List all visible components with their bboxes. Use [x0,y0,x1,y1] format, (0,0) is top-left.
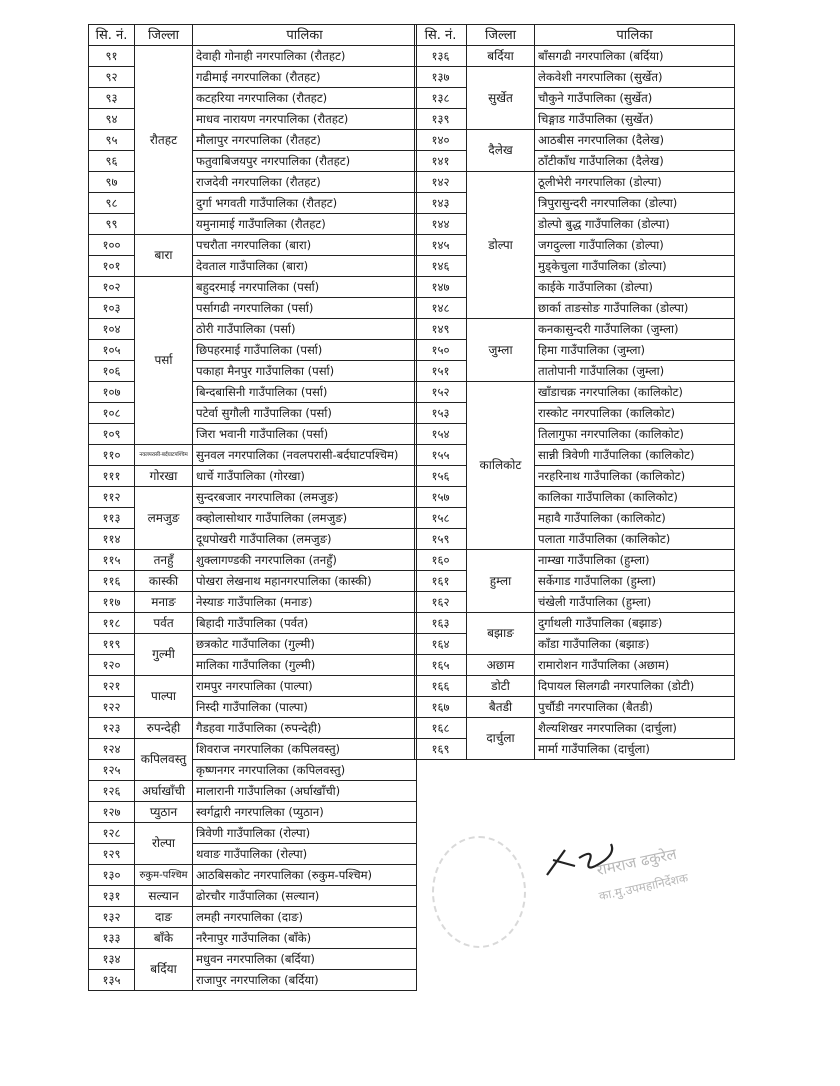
palika-cell: यमुनामाई गाउँपालिका (रौतहट) [193,214,417,235]
serial-number: १३५ [89,970,135,991]
header-palika: पालिका [535,25,735,46]
header-district: जिल्ला [135,25,193,46]
serial-number: १६१ [415,571,467,592]
district-cell: तनहुँ [135,550,193,571]
serial-number: १०६ [89,361,135,382]
palika-cell: बिहादी गाउँपालिका (पर्वत) [193,613,417,634]
palika-cell: महावै गाउँपालिका (कालिकोट) [535,508,735,529]
palika-cell: धार्चे गाउँपालिका (गोरखा) [193,466,417,487]
table-row [89,886,417,907]
district-cell: नवलपरासी-बर्दघाटपश्चिम [135,445,193,466]
serial-number: १५६ [415,466,467,487]
palika-cell: मधुवन नगरपालिका (बर्दिया) [193,949,417,970]
palika-cell: दिपायल सिलगढी नगरपालिका (डोटी) [535,676,735,697]
table-row [415,382,735,403]
serial-number: १३० [89,865,135,886]
table-row [415,340,735,361]
table-row [415,172,735,193]
serial-number: १०७ [89,382,135,403]
palika-cell: नरैनापुर गाउँपालिका (बाँके) [193,928,417,949]
serial-number: १६४ [415,634,467,655]
district-cell: रुपन्देही [135,718,193,739]
palika-cell: थवाङ गाउँपालिका (रोल्पा) [193,844,417,865]
district-cell: कालिकोट [467,382,535,550]
palika-cell: जगदुल्ला गाउँपालिका (डोल्पा) [535,235,735,256]
table-row [415,424,735,445]
table-row [415,319,735,340]
table-row [89,865,417,886]
district-cell: रौतहट [135,46,193,235]
serial-number: १५० [415,340,467,361]
palika-cell: छार्का ताङसोङ गाउँपालिका (डोल्पा) [535,298,735,319]
serial-number: १४० [415,130,467,151]
serial-number: १०१ [89,256,135,277]
serial-number: १६० [415,550,467,571]
table-row [415,214,735,235]
right-table [414,24,735,760]
table-row [89,487,417,508]
palika-cell: त्रिपुरासुन्दरी नगरपालिका (डोल्पा) [535,193,735,214]
district-cell: जुम्ला [467,319,535,382]
table-row [89,46,417,67]
table-row [89,550,417,571]
serial-number: ११० [89,445,135,466]
table-row [415,46,735,67]
left-table [88,24,417,991]
palika-cell: कृष्णनगर नगरपालिका (कपिलवस्तु) [193,760,417,781]
serial-number: १४४ [415,214,467,235]
serial-number: ९७ [89,172,135,193]
serial-number: ९३ [89,88,135,109]
district-cell: डोटी [467,676,535,697]
palika-cell: ठाँटीकाँध गाउँपालिका (दैलेख) [535,151,735,172]
serial-number: १०३ [89,298,135,319]
palika-cell: लेकवेशी नगरपालिका (सुर्खेत) [535,67,735,88]
serial-number: ११६ [89,571,135,592]
district-cell: गुल्मी [135,634,193,676]
table-row [89,802,417,823]
official-seal [432,836,526,948]
palika-cell: रामपुर नगरपालिका (पाल्पा) [193,676,417,697]
palika-cell: पर्सागढी नगरपालिका (पर्सा) [193,298,417,319]
serial-number: ९४ [89,109,135,130]
serial-number: १५८ [415,508,467,529]
district-cell: बर्दिया [135,949,193,991]
district-cell: बाँके [135,928,193,949]
serial-number: १२० [89,655,135,676]
table-row [415,235,735,256]
palika-cell: सुन्दरबजार नगरपालिका (लमजुङ) [193,487,417,508]
stamp-title: का.मु.उपमहानिर्देशक [597,870,690,904]
district-cell: गोरखा [135,466,193,487]
palika-cell: सान्नी त्रिवेणी गाउँपालिका (कालिकोट) [535,445,735,466]
serial-number: १३४ [89,949,135,970]
table-row [89,277,417,298]
palika-cell: कटहरिया नगरपालिका (रौतहट) [193,88,417,109]
serial-number: १५३ [415,403,467,424]
table-row [89,445,417,466]
table-row [415,655,735,676]
palika-cell: नेस्याङ गाउँपालिका (मनाङ) [193,592,417,613]
table-row [415,697,735,718]
palika-cell: आठबीस नगरपालिका (दैलेख) [535,130,735,151]
serial-number: १४१ [415,151,467,172]
palika-cell: स्वर्गद्वारी नगरपालिका (प्युठान) [193,802,417,823]
palika-cell: क्व्होलासोथार गाउँपालिका (लमजुङ) [193,508,417,529]
palika-cell: लमही नगरपालिका (दाङ) [193,907,417,928]
table-row [89,718,417,739]
table-row [415,550,735,571]
table-row [415,277,735,298]
serial-number: १५२ [415,382,467,403]
stamp-name: रामराज ढकुरेल [595,844,679,880]
serial-number: १५४ [415,424,467,445]
serial-number: १३८ [415,88,467,109]
table-row [415,676,735,697]
palika-cell: पुर्चौडी नगरपालिका (बैतडी) [535,697,735,718]
palika-cell: हिमा गाउँपालिका (जुम्ला) [535,340,735,361]
table-row [89,928,417,949]
serial-number: ११८ [89,613,135,634]
table-row [89,781,417,802]
palika-cell: छिपहरमाई गाउँपालिका (पर्सा) [193,340,417,361]
palika-cell: शिवराज नगरपालिका (कपिलवस्तु) [193,739,417,760]
serial-number: १११ [89,466,135,487]
table-row [89,592,417,613]
serial-number: १६९ [415,739,467,760]
serial-number: १५९ [415,529,467,550]
serial-number: १२९ [89,844,135,865]
serial-number: ९१ [89,46,135,67]
palika-cell: निस्दी गाउँपालिका (पाल्पा) [193,697,417,718]
table-row [89,571,417,592]
serial-number: १२५ [89,760,135,781]
district-cell: अछाम [467,655,535,676]
palika-cell: आठबिसकोट नगरपालिका (रुकुम-पश्चिम) [193,865,417,886]
serial-number: ११९ [89,634,135,655]
palika-cell: तिलागुफा नगरपालिका (कालिकोट) [535,424,735,445]
palika-cell: राजदेवी नगरपालिका (रौतहट) [193,172,417,193]
header-sn: सि. नं. [89,25,135,46]
district-cell: पर्वत [135,613,193,634]
table-row [415,298,735,319]
table-row [415,130,735,151]
serial-number: १६५ [415,655,467,676]
palika-cell: देवाही गोनाही नगरपालिका (रौतहट) [193,46,417,67]
serial-number: १४७ [415,277,467,298]
palika-cell: काईके गाउँपालिका (डोल्पा) [535,277,735,298]
serial-number: १४६ [415,256,467,277]
serial-number: १२८ [89,823,135,844]
serial-number: ११४ [89,529,135,550]
table-row [89,634,417,655]
palika-cell: चौकुने गाउँपालिका (सुर्खेत) [535,88,735,109]
palika-cell: बिन्दबासिनी गाउँपालिका (पर्सा) [193,382,417,403]
serial-number: ११२ [89,487,135,508]
serial-number: १५५ [415,445,467,466]
table-row [89,613,417,634]
serial-number: १०८ [89,403,135,424]
palika-cell: फतुवाबिजयपुर नगरपालिका (रौतहट) [193,151,417,172]
palika-cell: डोल्पो बुद्ध गाउँपालिका (डोल्पा) [535,214,735,235]
palika-cell: रास्कोट नगरपालिका (कालिकोट) [535,403,735,424]
table-row [415,445,735,466]
serial-number: १३७ [415,67,467,88]
serial-number: १२३ [89,718,135,739]
district-cell: बैतडी [467,697,535,718]
district-cell: रुकुम-पश्चिम [135,865,193,886]
table-row [415,109,735,130]
palika-cell: मुड्केचुला गाउँपालिका (डोल्पा) [535,256,735,277]
palika-cell: गैडहवा गाउँपालिका (रुपन्देही) [193,718,417,739]
table-row [415,613,735,634]
serial-number: ९६ [89,151,135,172]
palika-cell: मौलापुर नगरपालिका (रौतहट) [193,130,417,151]
table-row [415,487,735,508]
table-row [415,466,735,487]
district-cell: डोल्पा [467,172,535,319]
palika-cell: तातोपानी गाउँपालिका (जुम्ला) [535,361,735,382]
serial-number: १३३ [89,928,135,949]
district-cell: सुर्खेत [467,67,535,130]
serial-number: ९९ [89,214,135,235]
palika-cell: ढोरचौर गाउँपालिका (सल्यान) [193,886,417,907]
table-row [415,529,735,550]
district-cell: कास्की [135,571,193,592]
palika-cell: दूधपोखरी गाउँपालिका (लमजुङ) [193,529,417,550]
district-cell: बर्दिया [467,46,535,67]
header-row [415,25,735,46]
serial-number: १२६ [89,781,135,802]
district-cell: हुम्ला [467,550,535,613]
table-row [415,361,735,382]
table-row [415,88,735,109]
palika-cell: सर्केगाड गाउँपालिका (हुम्ला) [535,571,735,592]
serial-number: ९८ [89,193,135,214]
serial-number: १४२ [415,172,467,193]
serial-number: १३१ [89,886,135,907]
serial-number: १०४ [89,319,135,340]
palika-cell: गढीमाई नगरपालिका (रौतहट) [193,67,417,88]
table-row [89,235,417,256]
district-cell: पाल्पा [135,676,193,718]
palika-cell: कनकासुन्दरी गाउँपालिका (जुम्ला) [535,319,735,340]
serial-number: १०९ [89,424,135,445]
serial-number: १६६ [415,676,467,697]
serial-number: १४३ [415,193,467,214]
table-row [415,592,735,613]
table-row [415,571,735,592]
header-district: जिल्ला [467,25,535,46]
palika-cell: शैल्यशिखर नगरपालिका (दार्चुला) [535,718,735,739]
serial-number: ११७ [89,592,135,613]
serial-number: ९२ [89,67,135,88]
palika-cell: नाम्खा गाउँपालिका (हुम्ला) [535,550,735,571]
district-cell: बझाङ [467,613,535,655]
serial-number: १२२ [89,697,135,718]
palika-cell: जिरा भवानी गाउँपालिका (पर्सा) [193,424,417,445]
palika-cell: मालिका गाउँपालिका (गुल्मी) [193,655,417,676]
table-row [89,949,417,970]
palika-cell: मार्मा गाउँपालिका (दार्चुला) [535,739,735,760]
district-cell: दाङ [135,907,193,928]
left-table-body [89,46,417,991]
palika-cell: काँडा गाउँपालिका (बझाङ) [535,634,735,655]
palika-cell: राजापुर नगरपालिका (बर्दिया) [193,970,417,991]
serial-number: १४५ [415,235,467,256]
serial-number: १६७ [415,697,467,718]
table-row [415,67,735,88]
serial-number: १२७ [89,802,135,823]
palika-cell: पचरौता नगरपालिका (बारा) [193,235,417,256]
table-row [415,193,735,214]
serial-number: १०२ [89,277,135,298]
header-palika: पालिका [193,25,417,46]
table-row [415,151,735,172]
right-table-body [415,46,735,760]
palika-cell: दुर्गाथली गाउँपालिका (बझाङ) [535,613,735,634]
serial-number: १०५ [89,340,135,361]
table-row [415,508,735,529]
table-row [89,739,417,760]
table-row [89,823,417,844]
palika-cell: पोखरा लेखनाथ महानगरपालिका (कास्की) [193,571,417,592]
district-cell: लमजुङ [135,487,193,550]
palika-cell: कालिका गाउँपालिका (कालिकोट) [535,487,735,508]
serial-number: १२४ [89,739,135,760]
palika-cell: पटेर्वा सुगौली गाउँपालिका (पर्सा) [193,403,417,424]
palika-cell: मालारानी गाउँपालिका (अर्घाखाँची) [193,781,417,802]
palika-cell: नरहरिनाथ गाउँपालिका (कालिकोट) [535,466,735,487]
table-row [415,718,735,739]
table-row [415,634,735,655]
district-cell: प्युठान [135,802,193,823]
palika-cell: देवताल गाउँपालिका (बारा) [193,256,417,277]
palika-cell: त्रिवेणी गाउँपालिका (रोल्पा) [193,823,417,844]
serial-number: १६८ [415,718,467,739]
table-row [415,256,735,277]
palika-cell: बहुदरमाई नगरपालिका (पर्सा) [193,277,417,298]
serial-number: १४९ [415,319,467,340]
district-cell: दैलेख [467,130,535,172]
serial-number: १५७ [415,487,467,508]
district-cell: सल्यान [135,886,193,907]
table-row [415,739,735,760]
district-cell: पर्सा [135,277,193,445]
table-row [415,403,735,424]
serial-number: १६३ [415,613,467,634]
district-cell: दार्चुला [467,718,535,760]
table-row [89,466,417,487]
table-row [89,907,417,928]
table-row [89,676,417,697]
palika-cell: चिङ्गाड गाउँपालिका (सुर्खेत) [535,109,735,130]
district-cell: बारा [135,235,193,277]
header-row [89,25,417,46]
district-cell: कपिलवस्तु [135,739,193,781]
serial-number: १३६ [415,46,467,67]
district-cell: मनाङ [135,592,193,613]
palika-cell: सुनवल नगरपालिका (नवलपरासी-बर्दघाटपश्चिम) [193,445,417,466]
serial-number: १५१ [415,361,467,382]
palika-cell: ठोरी गाउँपालिका (पर्सा) [193,319,417,340]
serial-number: १४८ [415,298,467,319]
palika-cell: ठूलीभेरी नगरपालिका (डोल्पा) [535,172,735,193]
serial-number: ११५ [89,550,135,571]
district-cell: अर्घाखाँची [135,781,193,802]
palika-cell: बाँसगढी नगरपालिका (बर्दिया) [535,46,735,67]
palika-cell: दुर्गा भगवती गाउँपालिका (रौतहट) [193,193,417,214]
palika-cell: चंखेली गाउँपालिका (हुम्ला) [535,592,735,613]
serial-number: १०० [89,235,135,256]
serial-number: १२१ [89,676,135,697]
palika-cell: पकाहा मैनपुर गाउँपालिका (पर्सा) [193,361,417,382]
palika-cell: खाँडाचक्र नगरपालिका (कालिकोट) [535,382,735,403]
serial-number: ९५ [89,130,135,151]
palika-cell: छत्रकोट गाउँपालिका (गुल्मी) [193,634,417,655]
palika-cell: रामारोशन गाउँपालिका (अछाम) [535,655,735,676]
palika-cell: माधव नारायण नगरपालिका (रौतहट) [193,109,417,130]
serial-number: १३९ [415,109,467,130]
serial-number: ११३ [89,508,135,529]
palika-cell: पलाता गाउँपालिका (कालिकोट) [535,529,735,550]
palika-cell: शुक्लागण्डकी नगरपालिका (तनहुँ) [193,550,417,571]
serial-number: १६२ [415,592,467,613]
serial-number: १३२ [89,907,135,928]
header-sn: सि. नं. [415,25,467,46]
district-cell: रोल्पा [135,823,193,865]
